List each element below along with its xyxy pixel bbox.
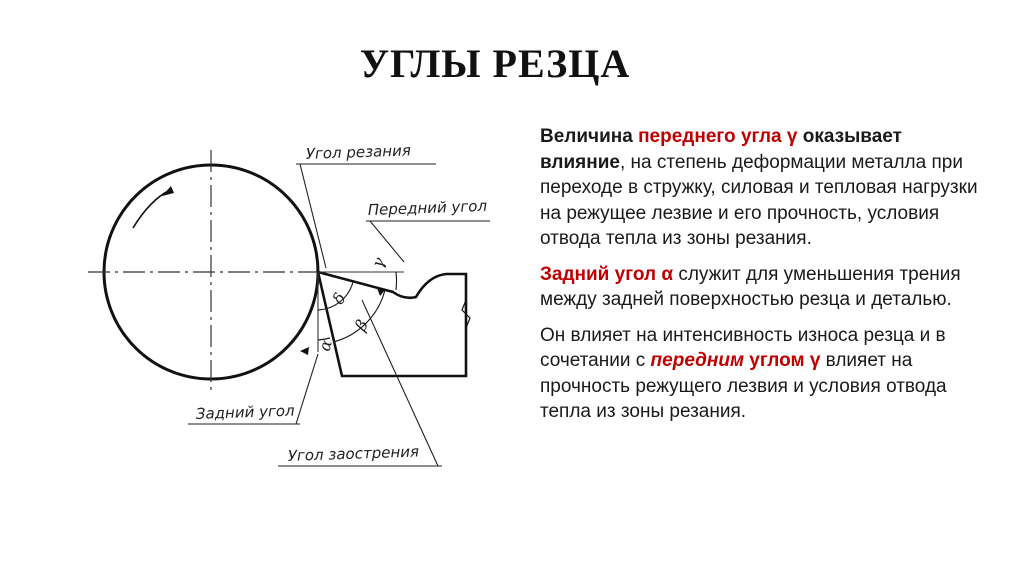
label-rake-angle: Передний угол <box>367 196 488 219</box>
paragraph-wear <box>540 323 990 425</box>
paragraph-rake-angle <box>540 124 990 252</box>
symbol-delta: δ <box>328 289 350 308</box>
p2-rest: служит для уменьшения трения между задней поверхностью резца и деталью. <box>540 263 961 310</box>
p3-start: Он влияет на интенсивность износа резца и в сочетании с <box>540 324 946 371</box>
p1-rest: , на степень деформации металла при переходе в стружку, силовая и тепловая нагрузки на режущее лезвие и его прочность, условия отвода тепла из зоны резания. <box>540 151 978 249</box>
gamma-arc <box>396 272 397 290</box>
symbol-alpha: α <box>314 337 336 354</box>
leader-rake-angle <box>366 221 490 262</box>
p3-end: влияет на прочность режущего лезвия и условия отвода тепла из зоны резания. <box>540 350 947 422</box>
label-wedge-angle: Угол заострения <box>287 442 420 465</box>
paragraph-clearance-angle <box>540 262 990 313</box>
label-clearance-angle: Задний угол <box>195 401 295 423</box>
p1-bold-start: Величина <box>540 126 633 147</box>
p1-bold-end: оказывает влияние <box>540 126 902 173</box>
rotation-arrow <box>133 190 170 228</box>
p2-red-term: Задний угол α <box>540 263 674 285</box>
label-cutting-angle: Угол резания <box>305 141 412 163</box>
symbol-gamma: γ <box>367 254 389 271</box>
rotation-arrow-head <box>162 186 174 196</box>
cutter-body <box>318 272 466 376</box>
p1-red-term: переднего угла γ <box>638 126 798 147</box>
p3-red-term: углом γ <box>749 350 821 371</box>
p3-red-italic-term: передним <box>650 350 745 371</box>
alpha-arrow <box>300 347 309 355</box>
explanation-text <box>540 124 990 435</box>
symbol-beta: β <box>350 316 372 334</box>
page-title: УГЛЫ РЕЗЦА <box>359 41 631 86</box>
